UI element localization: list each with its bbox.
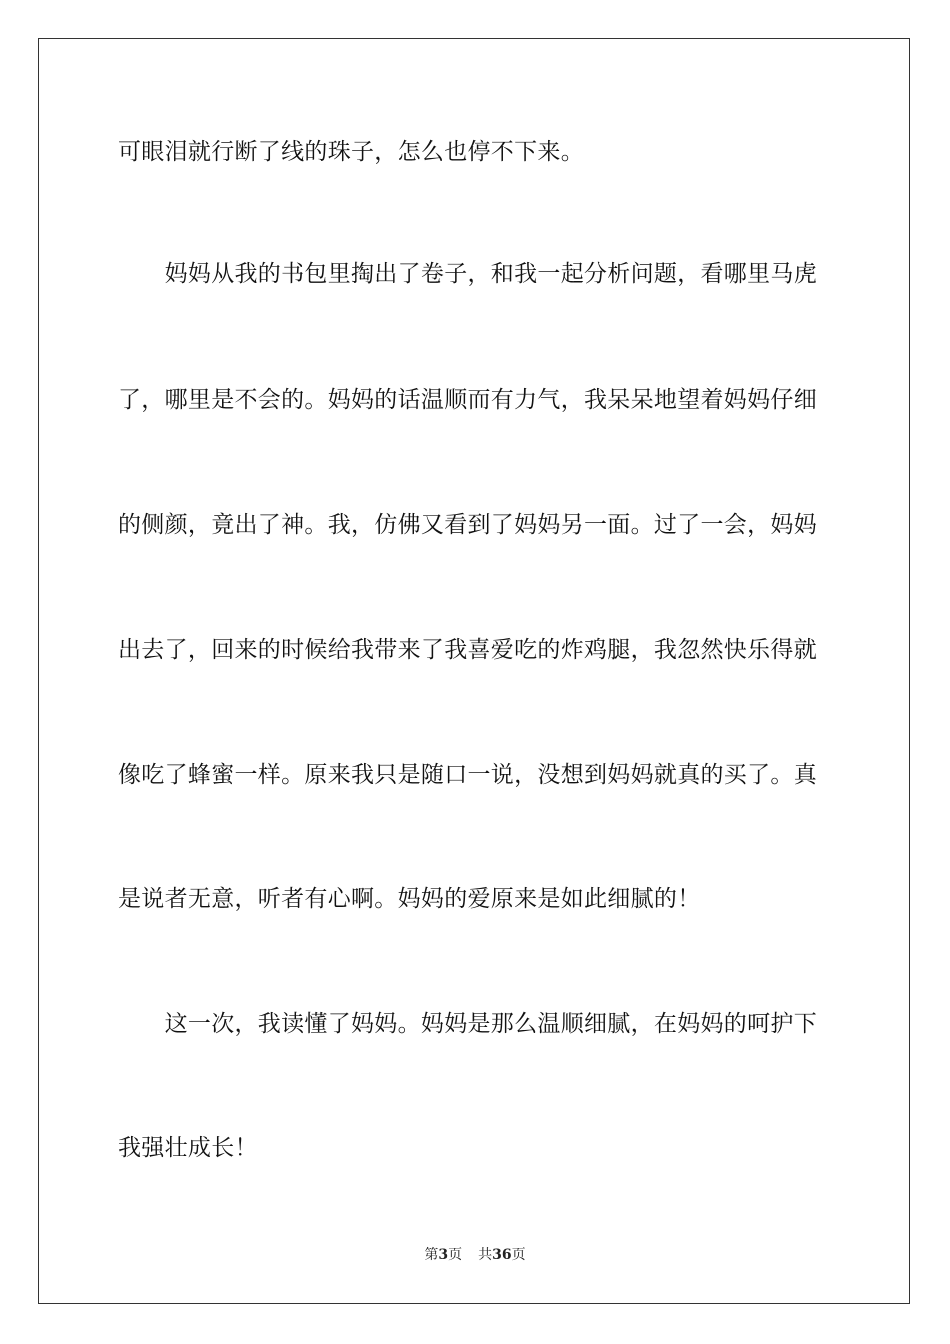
- text-line-1: 可眼泪就行断了线的珠子，怎么也停不下来。: [118, 139, 584, 165]
- text-line-4: 的侧颜，竟出了神。我，仿佛又看到了妈妈另一面。过了一会，妈妈: [118, 512, 817, 538]
- page-footer: [0, 1246, 950, 1264]
- text-line-5: 出去了，回来的时候给我带来了我喜爱吃的炸鸡腿，我忽然快乐得就: [118, 637, 817, 663]
- total-suffix: 页: [511, 1247, 526, 1263]
- text-line-3: 了，哪里是不会的。妈妈的话温顺而有力气，我呆呆地望着妈妈仔细: [118, 387, 817, 413]
- text-line-6: 像吃了蜂蜜一样。原来我只是随口一说，没想到妈妈就真的买了。真: [118, 762, 817, 788]
- text-line-8: 这一次，我读懂了妈妈。妈妈是那么温顺细腻，在妈妈的呵护下: [118, 1011, 817, 1037]
- page-number: 3: [438, 1247, 449, 1263]
- page-prefix: 第: [424, 1247, 439, 1263]
- total-pages: 36: [492, 1247, 512, 1263]
- text-line-7: 是说者无意，听者有心啊。妈妈的爱原来是如此细腻的！: [118, 886, 701, 912]
- total-prefix: 共: [478, 1247, 493, 1263]
- text-line-9: 我强壮成长！: [118, 1135, 258, 1161]
- page-border: [38, 38, 910, 1304]
- page-suffix: 页: [448, 1247, 463, 1263]
- text-line-2: 妈妈从我的书包里掏出了卷子，和我一起分析问题，看哪里马虎: [118, 261, 817, 287]
